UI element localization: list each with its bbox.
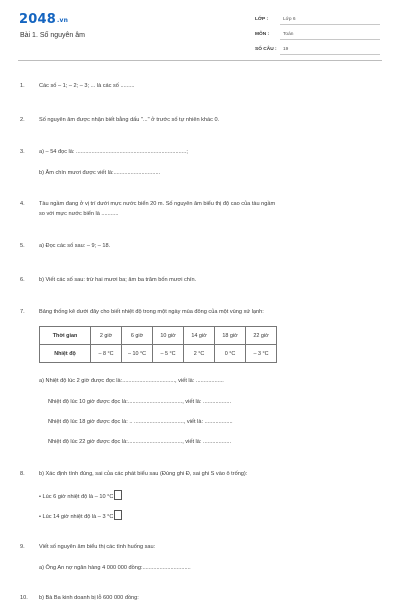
table-header-temperature: Nhiệt độ: [40, 345, 91, 363]
sub-question: Nhiệt độ lúc 22 giờ được đọc là:..................................., viết là: ..................: [48, 439, 231, 445]
meta-grade-row: [255, 13, 380, 28]
question-text: b) Bà Ba kinh doanh bị lỗ 600 000 đồng:: [39, 595, 139, 601]
meta-underline: [280, 39, 380, 40]
question-number: 3.: [20, 149, 25, 155]
table-row-temperature: [40, 345, 277, 363]
answer-box[interactable]: [114, 490, 122, 500]
table-cell: 10 giờ: [153, 327, 184, 345]
table-cell: 2 giờ: [91, 327, 122, 345]
question-text-line1: Tàu ngầm đang ở vị trí dưới mực nước biển 20 m. Số nguyên âm biểu thị độ cao của tàu ngầm: [39, 201, 276, 207]
meta-underline: [280, 54, 380, 55]
logo-text: 2048: [19, 12, 56, 27]
table-cell: – 5 °C: [153, 345, 184, 363]
question-part-a: a) Ông An nợ ngân hàng 4 000 000 đồng:...............................: [39, 565, 191, 571]
table-cell: – 10 °C: [122, 345, 153, 363]
question-text: Số nguyên âm được nhận biết bằng dấu "..." ở trước số tự nhiên khác 0.: [39, 117, 220, 123]
table-cell: 22 giờ: [246, 327, 277, 345]
meta-value: Toán: [283, 32, 294, 37]
logo-suffix: .vn: [56, 17, 69, 24]
question-text: a) Đọc các số sau: – 9; – 18.: [39, 243, 111, 249]
question-number: 2.: [20, 117, 25, 123]
table-cell: 14 giờ: [184, 327, 215, 345]
site-logo[interactable]: [19, 12, 68, 27]
sub-question: Nhiệt độ lúc 18 giờ được đọc là: .. ................................, viết là: ..................: [48, 419, 233, 425]
question-number: 5.: [20, 243, 25, 249]
question-part-b: b) Âm chín mươi được viết là:..............................: [39, 170, 161, 176]
question-number: 8.: [20, 471, 25, 477]
answer-box[interactable]: [114, 510, 122, 520]
worksheet-meta: [255, 13, 380, 58]
temperature-table: [39, 326, 277, 363]
table-cell: 2 °C: [184, 345, 215, 363]
question-text: Viết số nguyên âm biểu thị các tình huống sau:: [39, 544, 156, 550]
meta-label: MÔN :: [255, 32, 270, 37]
question-text-line2: so với mực nước biển là ...........: [39, 211, 119, 217]
question-text: b) Xác định tính đúng, sai của các phát biểu sau (Đúng ghi Đ, sai ghi S vào ô trống):: [39, 471, 248, 477]
meta-value: 19: [283, 47, 289, 52]
meta-count-row: [255, 43, 380, 58]
table-row-time: [40, 327, 277, 345]
true-false-item: [39, 510, 122, 522]
meta-value: Lớp 6: [283, 17, 296, 22]
question-number: 7.: [20, 309, 25, 315]
question-number: 6.: [20, 277, 25, 283]
question-text: b) Viết các số sau: trừ hai mươi ba; âm ba trăm bốn mươi chín.: [39, 277, 197, 283]
question-number: 9.: [20, 544, 25, 550]
header-divider: [18, 60, 382, 61]
table-cell: 6 giờ: [122, 327, 153, 345]
table-cell: – 8 °C: [91, 345, 122, 363]
question-number: 1.: [20, 83, 25, 89]
question-text: Bảng thống kê dưới đây cho biết nhiệt độ trong một ngày mùa đông của một vùng xứ lạnh:: [39, 309, 264, 315]
true-false-label: • Lúc 14 giờ nhiệt độ là – 3 °C: [39, 514, 114, 520]
meta-label: SỐ CÂU :: [255, 47, 277, 52]
table-header-time: Thời gian: [40, 327, 91, 345]
meta-underline: [280, 24, 380, 25]
meta-subject-row: [255, 28, 380, 43]
table-cell: 0 °C: [215, 345, 246, 363]
question-number: 10.: [20, 595, 28, 601]
question-text: Các số – 1; – 2; – 3; ... là các số .........: [39, 83, 135, 89]
true-false-item: [39, 490, 122, 502]
meta-label: LỚP :: [255, 17, 269, 22]
question-number: 4.: [20, 201, 25, 207]
question-part-a: a) – 54 đọc là: .......................................................................;: [39, 149, 188, 155]
true-false-label: • Lúc 6 giờ nhiệt độ là – 10 °C: [39, 494, 114, 500]
lesson-title: Bài 1. Số nguyên âm: [20, 32, 85, 39]
table-cell: 18 giờ: [215, 327, 246, 345]
sub-question: Nhiệt độ lúc 10 giờ được đọc là:..................................., viết là: ..................: [48, 399, 231, 405]
sub-question: a) Nhiệt độ lúc 2 giờ được đọc là:.................................., viết là: ..................: [39, 378, 224, 384]
table-cell: – 3 °C: [246, 345, 277, 363]
